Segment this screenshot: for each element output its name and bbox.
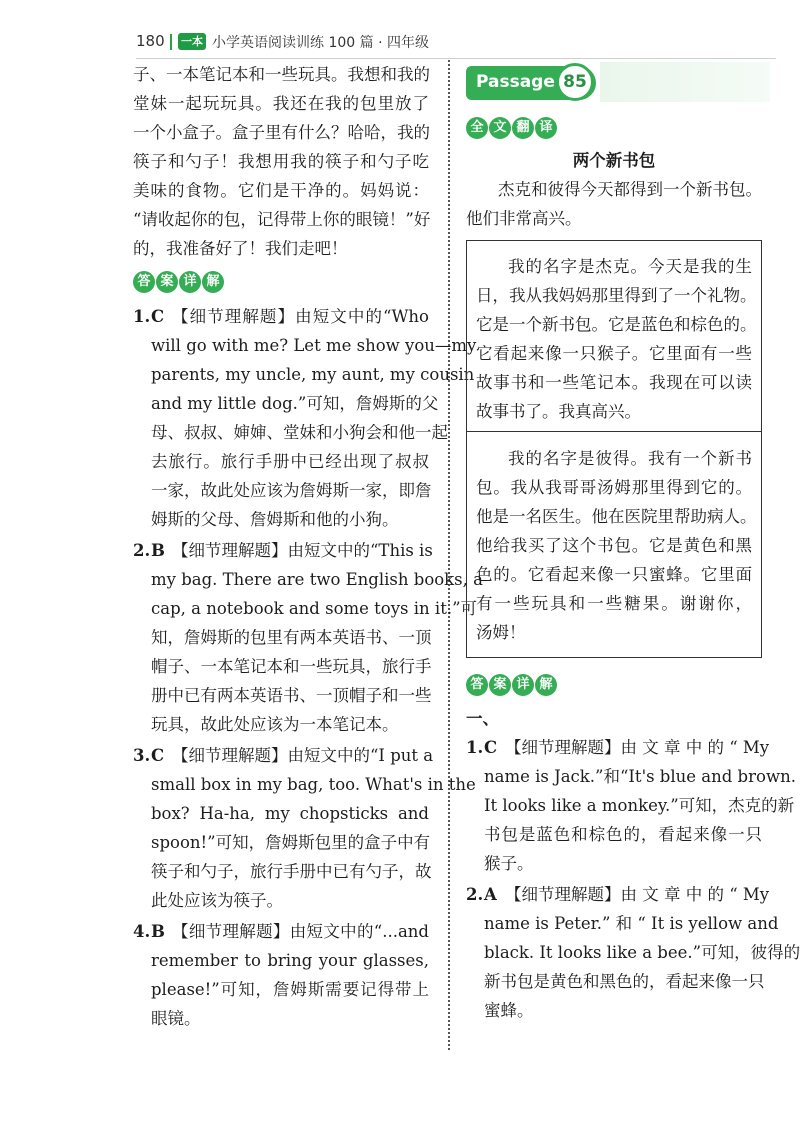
answer-line: 此处应该为筷子。 <box>151 891 283 910</box>
answer-line: name is Peter.” 和 “ It is yellow and <box>484 914 779 933</box>
brand-logo: 一本 <box>178 33 206 50</box>
answer-line: my bag. There are two English books, a <box>151 570 483 589</box>
answer-explanation-tag <box>133 271 224 293</box>
text-line: 的，我准备好了！我们走吧！ <box>133 239 348 258</box>
answer-line: 【细节理解题】由短文中的“...and <box>172 922 429 941</box>
answer-number: 2. <box>466 885 484 904</box>
tag-char: 详 <box>179 271 201 293</box>
tag-char: 答 <box>466 674 488 696</box>
answer-line: remember to bring your glasses, <box>151 951 429 970</box>
answer-line: 【细节理解题】由短文中的“This is <box>172 541 433 560</box>
answer-line: 册中已有两本英语书、一顶帽子和一些 <box>151 686 432 705</box>
box-line: 它是一个新书包。它是蓝色和棕色的。 <box>476 315 757 334</box>
tag-char: 解 <box>535 674 557 696</box>
tag-char: 翻 <box>512 117 534 139</box>
answer-number: 4. <box>133 922 151 941</box>
box-line: 我的名字是彼得。我有一个新书 <box>508 449 752 468</box>
answer-line: 【细节理解题】由短文中的“I put a <box>172 746 434 765</box>
answer-line: name is Jack.”和“It's blue and brown. <box>484 767 796 786</box>
box-line: 故事书了。我真高兴。 <box>476 402 641 421</box>
book-title: 小学英语阅读训练 100 篇 · 四年级 <box>212 35 429 51</box>
answer-line: parents, my uncle, my aunt, my cousin <box>151 365 475 384</box>
header-rule <box>136 58 776 59</box>
answer-line: 眼镜。 <box>151 1009 201 1028</box>
column-divider <box>448 60 450 1050</box>
passage-badge <box>466 66 596 100</box>
answer-letter: A <box>484 885 497 904</box>
tag-char: 案 <box>489 674 511 696</box>
text-line: “请收起你的包，记得带上你的眼镜！”好 <box>133 210 431 229</box>
tag-char: 译 <box>535 117 557 139</box>
box-line: 包。我从我哥哥汤姆那里得到它的。 <box>476 478 752 497</box>
answer-explanation-tag <box>466 674 557 696</box>
box-divider <box>467 431 761 432</box>
tag-char: 详 <box>512 674 534 696</box>
answer-line: will go with me? Let me show you—my <box>151 336 477 355</box>
answer-line: 帽子、一本笔记本和一些玩具，旅行手 <box>151 657 432 676</box>
answer-line: spoon!”可知，詹姆斯包里的盒子中有 <box>151 833 431 852</box>
answer-line: cap, a notebook and some toys in it.”可 <box>151 599 478 618</box>
answer-letter: C <box>151 307 165 326</box>
answer-letter: B <box>151 922 165 941</box>
passage-number: 85 <box>556 63 594 101</box>
box-line: 故事书和一些笔记本。我现在可以读 <box>476 373 752 392</box>
answer-line: 一家，故此处应该为詹姆斯一家，即詹 <box>151 481 432 500</box>
answer-number: 3. <box>133 746 151 765</box>
box-line: 他是一名医生。他在医院里帮助病人。 <box>476 507 757 526</box>
answer-line: 筷子和勺子，旅行手册中已有勺子，故 <box>151 862 432 881</box>
tag-char: 案 <box>156 271 178 293</box>
answer-line: box? Ha-ha, my chopsticks and <box>151 804 429 823</box>
full-translation-tag <box>466 117 557 139</box>
box-line: 有一些玩具和一些糖果。谢谢你， <box>476 594 752 613</box>
answer-number: 1. <box>466 738 484 757</box>
passage-label: Passage <box>476 72 555 92</box>
answer-line: 【细节理解题】由 文 章 中 的 “ My <box>505 885 770 904</box>
box-line: 他给我买了这个书包。它是黄色和黑 <box>476 536 752 555</box>
answer-line: small box in my bag, too. What's in the <box>151 775 476 794</box>
page-header <box>136 28 776 56</box>
text-line: 一个小盒子。盒子里有什么？哈哈，我的 <box>133 123 430 142</box>
answer-line: black. It looks like a bee.”可知，彼得的 <box>484 943 800 962</box>
box-line: 色的。它看起来像一只蜜蜂。它里面 <box>476 565 752 584</box>
answer-line: 猴子。 <box>484 854 534 873</box>
header-divider <box>170 34 172 50</box>
answer-line: 去旅行。旅行手册中已经出现了叔叔 <box>151 452 429 471</box>
page-number: 180 <box>136 32 165 50</box>
answer-line: 母、叔叔、婶婶、堂妹和小狗会和他一起 <box>151 423 448 442</box>
tag-char: 解 <box>202 271 224 293</box>
answer-line: 玩具，故此处应该为一本笔记本。 <box>151 715 399 734</box>
answer-line: 书包是蓝色和棕色的，看起来像一只 <box>484 825 762 844</box>
answer-line: 新书包是黄色和黑色的，看起来像一只 <box>484 972 765 991</box>
text-line: 堂妹一起玩玩具。我还在我的包里放了 <box>133 94 429 113</box>
bleed-through-shade <box>600 62 770 102</box>
intro-line: 杰克和彼得今天都得到一个新书包。 <box>498 180 762 199</box>
answer-letter: C <box>484 738 498 757</box>
answer-line: please!”可知，詹姆斯需要记得带上 <box>151 980 429 999</box>
tag-char: 全 <box>466 117 488 139</box>
tag-char: 答 <box>133 271 155 293</box>
answer-line: 蜜蜂。 <box>484 1001 534 1020</box>
tag-char: 文 <box>489 117 511 139</box>
box-line: 日，我从我妈妈那里得到了一个礼物。 <box>476 286 757 305</box>
text-line: 子、一本笔记本和一些玩具。我想和我的 <box>133 65 430 84</box>
answer-number: 1. <box>133 307 151 326</box>
answer-line: It looks like a monkey.”可知，杰克的新 <box>484 796 795 815</box>
text-line: 筷子和勺子！我想用我的筷子和勺子吃 <box>133 152 429 171</box>
answer-line: and my little dog.”可知，詹姆斯的父 <box>151 394 439 413</box>
answer-number: 2. <box>133 541 151 560</box>
answer-line: 【细节理解题】由 文 章 中 的 “ My <box>505 738 770 757</box>
intro-line: 他们非常高兴。 <box>466 209 582 228</box>
box-line: 汤姆！ <box>476 623 526 642</box>
text-line: 美味的食物。它们是干净的。妈妈说： <box>133 181 429 200</box>
answer-line: 姆斯的父母、詹姆斯和他的小狗。 <box>151 510 399 529</box>
answer-letter: C <box>151 746 165 765</box>
box-line: 它看起来像一只猴子。它里面有一些 <box>476 344 752 363</box>
answer-line: 知，詹姆斯的包里有两本英语书、一顶 <box>151 628 432 647</box>
answer-line: 【细节理解题】由短文中的“Who <box>172 307 429 326</box>
answer-letter: B <box>151 541 165 560</box>
section-label: 一、 <box>466 709 499 728</box>
story-title: 两个新书包 <box>572 151 656 170</box>
box-line: 我的名字是杰克。今天是我的生 <box>508 257 752 276</box>
